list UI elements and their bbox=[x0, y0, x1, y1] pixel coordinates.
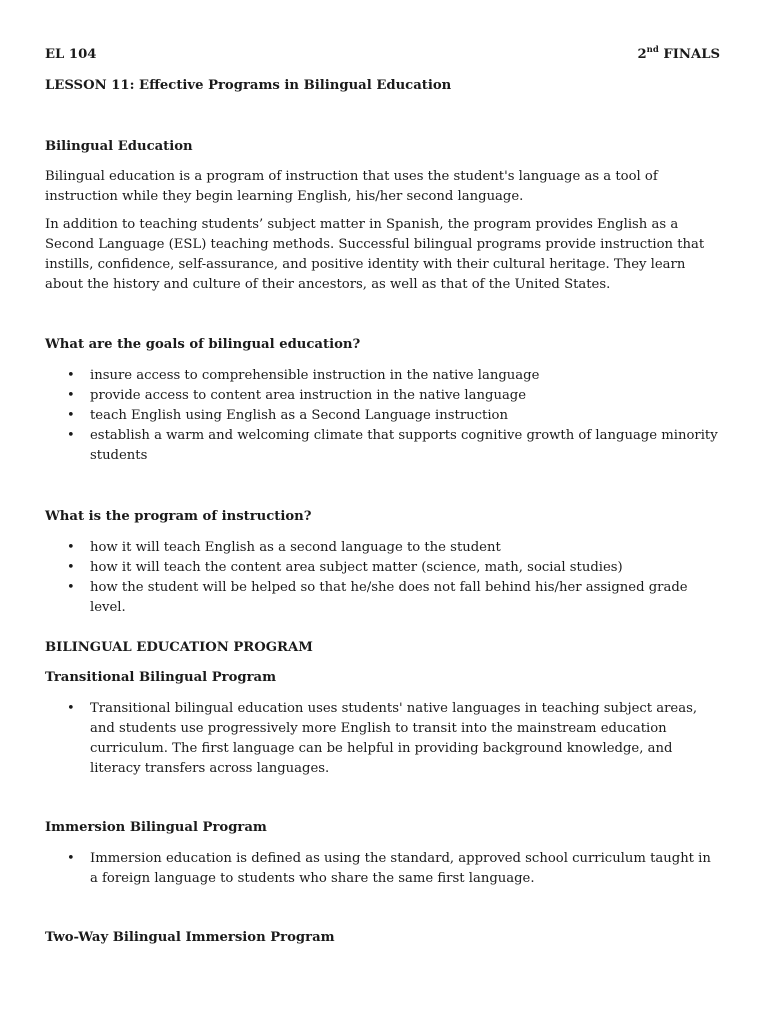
term-ordinal-suffix: nd bbox=[646, 44, 659, 55]
program-list bbox=[45, 538, 720, 618]
goals-list bbox=[45, 366, 720, 466]
bilingual-program-heading: BILINGUAL EDUCATION PROGRAM bbox=[45, 640, 313, 655]
bullet-icon: • bbox=[67, 580, 75, 595]
transitional-heading: Transitional Bilingual Program bbox=[45, 670, 277, 685]
goals-heading: What are the goals of bilingual education? bbox=[45, 337, 361, 352]
list-item: • how it will teach the content area subject matter (science, math, social studies) bbox=[45, 558, 720, 578]
bullet-icon: • bbox=[67, 428, 75, 443]
course-code: EL 104 bbox=[45, 47, 97, 62]
bullet-icon: • bbox=[67, 540, 75, 555]
list-item: • Immersion education is defined as using the standard, approved school curriculum taught in a foreign language to students who share the same first language. bbox=[67, 851, 711, 886]
bullet-icon: • bbox=[67, 368, 75, 383]
immersion-heading: Immersion Bilingual Program bbox=[45, 820, 267, 835]
transitional-list bbox=[45, 699, 720, 779]
bullet-icon: • bbox=[67, 408, 75, 423]
term-label bbox=[637, 45, 720, 65]
list-item: • provide access to content area instruction in the native language bbox=[45, 386, 720, 406]
list-item: • teach English using English as a Second Language instruction bbox=[45, 406, 720, 426]
two-way-heading: Two-Way Bilingual Immersion Program bbox=[45, 930, 335, 945]
immersion-list bbox=[45, 849, 720, 889]
list-item: • how the student will be helped so that he/she does not fall behind his/her assigned grade level. bbox=[67, 580, 688, 615]
section-heading-bilingual-education: Bilingual Education bbox=[45, 139, 193, 154]
paragraph-definition: Bilingual education is a program of instruction that uses the student's language as a tool of instruction while they begin learning English, his/her second language. bbox=[45, 169, 658, 204]
bullet-icon: • bbox=[67, 701, 75, 716]
term-number: 2 bbox=[637, 47, 647, 62]
page-header bbox=[45, 45, 720, 67]
term-name: FINALS bbox=[663, 47, 720, 62]
list-item: • establish a warm and welcoming climate that supports cognitive growth of language minority students bbox=[67, 428, 718, 463]
bullet-icon: • bbox=[67, 560, 75, 575]
bullet-icon: • bbox=[67, 388, 75, 403]
list-item: • Transitional bilingual education uses students' native languages in teaching subject areas, and students use progressively more English to transit into the mainstream education curriculum. The first language can be helpful in providing background knowledge, and literacy transfers across languages. bbox=[67, 701, 698, 776]
program-heading: What is the program of instruction? bbox=[45, 509, 312, 524]
paragraph-esl: In addition to teaching students’ subject matter in Spanish, the program provides English as a Second Language (ESL) teaching methods. Successful bilingual programs provide instruction that instills, confidence, self-assurance, and positive identity with their cultural heritage. They learn about the history and culture of their ancestors, as well as that of the United States. bbox=[45, 217, 705, 292]
list-item: • insure access to comprehensible instruction in the native language bbox=[45, 366, 720, 386]
bullet-icon: • bbox=[67, 851, 75, 866]
lesson-title: LESSON 11: Effective Programs in Bilingual Education bbox=[45, 78, 452, 93]
list-item: • how it will teach English as a second language to the student bbox=[45, 538, 720, 558]
